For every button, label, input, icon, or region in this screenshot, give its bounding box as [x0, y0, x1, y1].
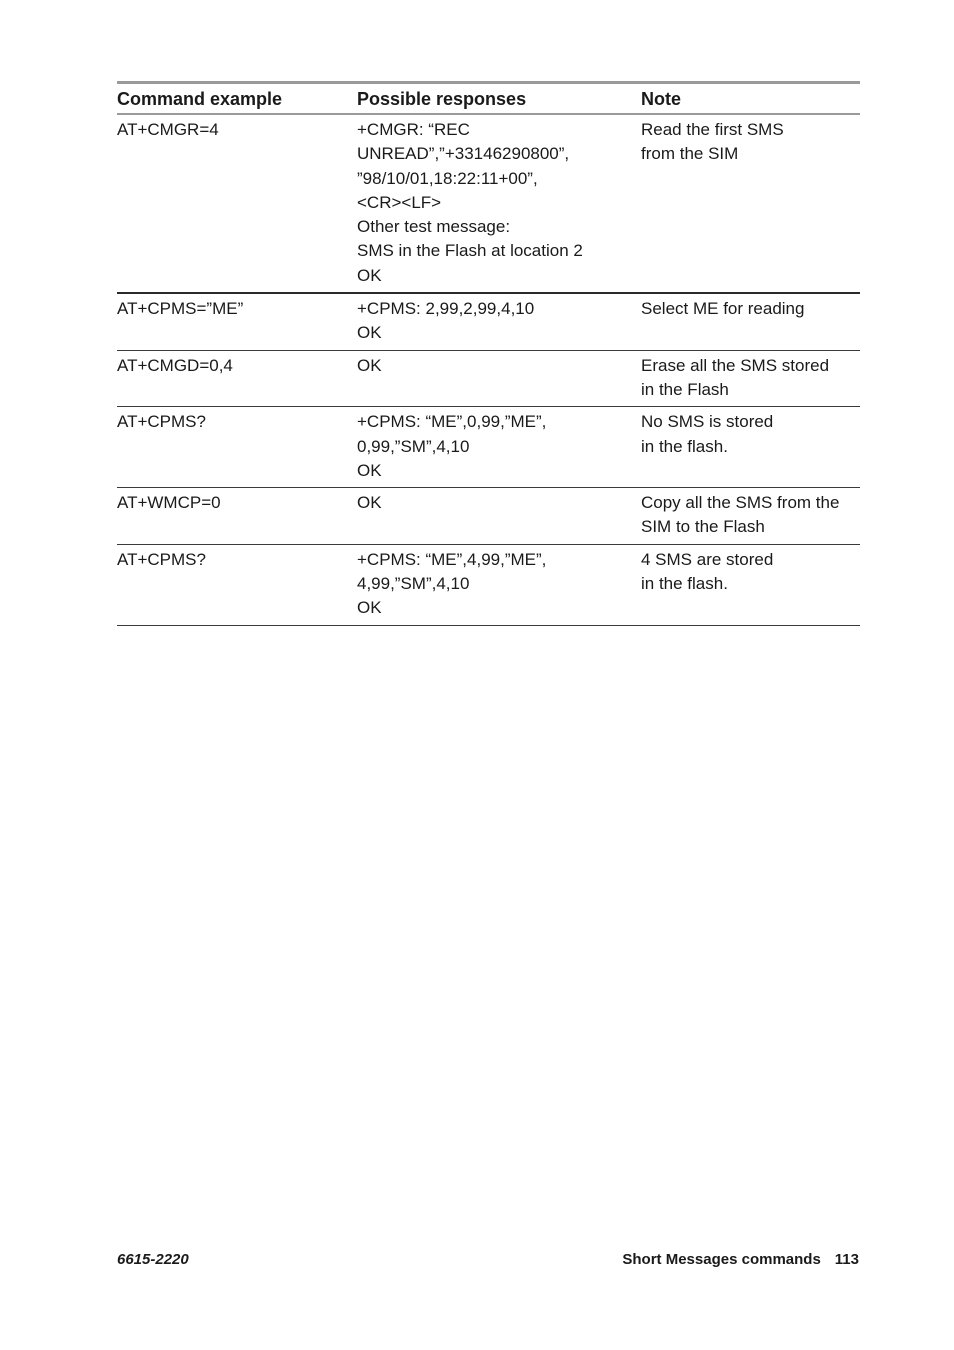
footer-section-title: Short Messages commands	[622, 1251, 821, 1268]
responses-cell: +CPMS: “ME”,4,99,”ME”, 4,99,”SM”,4,10 OK	[357, 544, 641, 625]
responses-cell: +CPMS: “ME”,0,99,”ME”, 0,99,”SM”,4,10 OK	[357, 407, 641, 488]
header-note: Note	[641, 83, 860, 115]
responses-cell: +CPMS: 2,99,2,99,4,10 OK	[357, 293, 641, 350]
table-row	[117, 293, 860, 350]
command-table	[117, 81, 860, 626]
note-cell: Copy all the SMS from the SIM to the Flash	[641, 488, 860, 545]
footer-section	[622, 1251, 859, 1268]
table-row	[117, 114, 860, 293]
note-cell: Select ME for reading	[641, 293, 860, 350]
note-cell: Erase all the SMS stored in the Flash	[641, 350, 860, 407]
footer-doc-number: 6615-2220	[117, 1251, 189, 1268]
table-row	[117, 350, 860, 407]
note-cell: No SMS is stored in the flash.	[641, 407, 860, 488]
table-row	[117, 544, 860, 625]
command-cell: AT+CMGR=4	[117, 114, 357, 293]
responses-cell: OK	[357, 488, 641, 545]
header-command-example: Command example	[117, 83, 357, 115]
header-possible-responses: Possible responses	[357, 83, 641, 115]
command-cell: AT+CPMS?	[117, 407, 357, 488]
note-cell: 4 SMS are stored in the flash.	[641, 544, 860, 625]
command-cell: AT+CPMS=”ME”	[117, 293, 357, 350]
responses-cell: +CMGR: “REC UNREAD”,”+33146290800”, ”98/10/01,18:22:11+00”, <CR><LF> Other test message: SMS in the Flash at location 2 OK	[357, 114, 641, 293]
command-cell: AT+CMGD=0,4	[117, 350, 357, 407]
page-number: 113	[834, 1251, 859, 1268]
note-cell: Read the first SMS from the SIM	[641, 114, 860, 293]
command-cell: AT+WMCP=0	[117, 488, 357, 545]
responses-cell: OK	[357, 350, 641, 407]
table-row	[117, 488, 860, 545]
table-header-row	[117, 83, 860, 115]
command-cell: AT+CPMS?	[117, 544, 357, 625]
table-row	[117, 407, 860, 488]
